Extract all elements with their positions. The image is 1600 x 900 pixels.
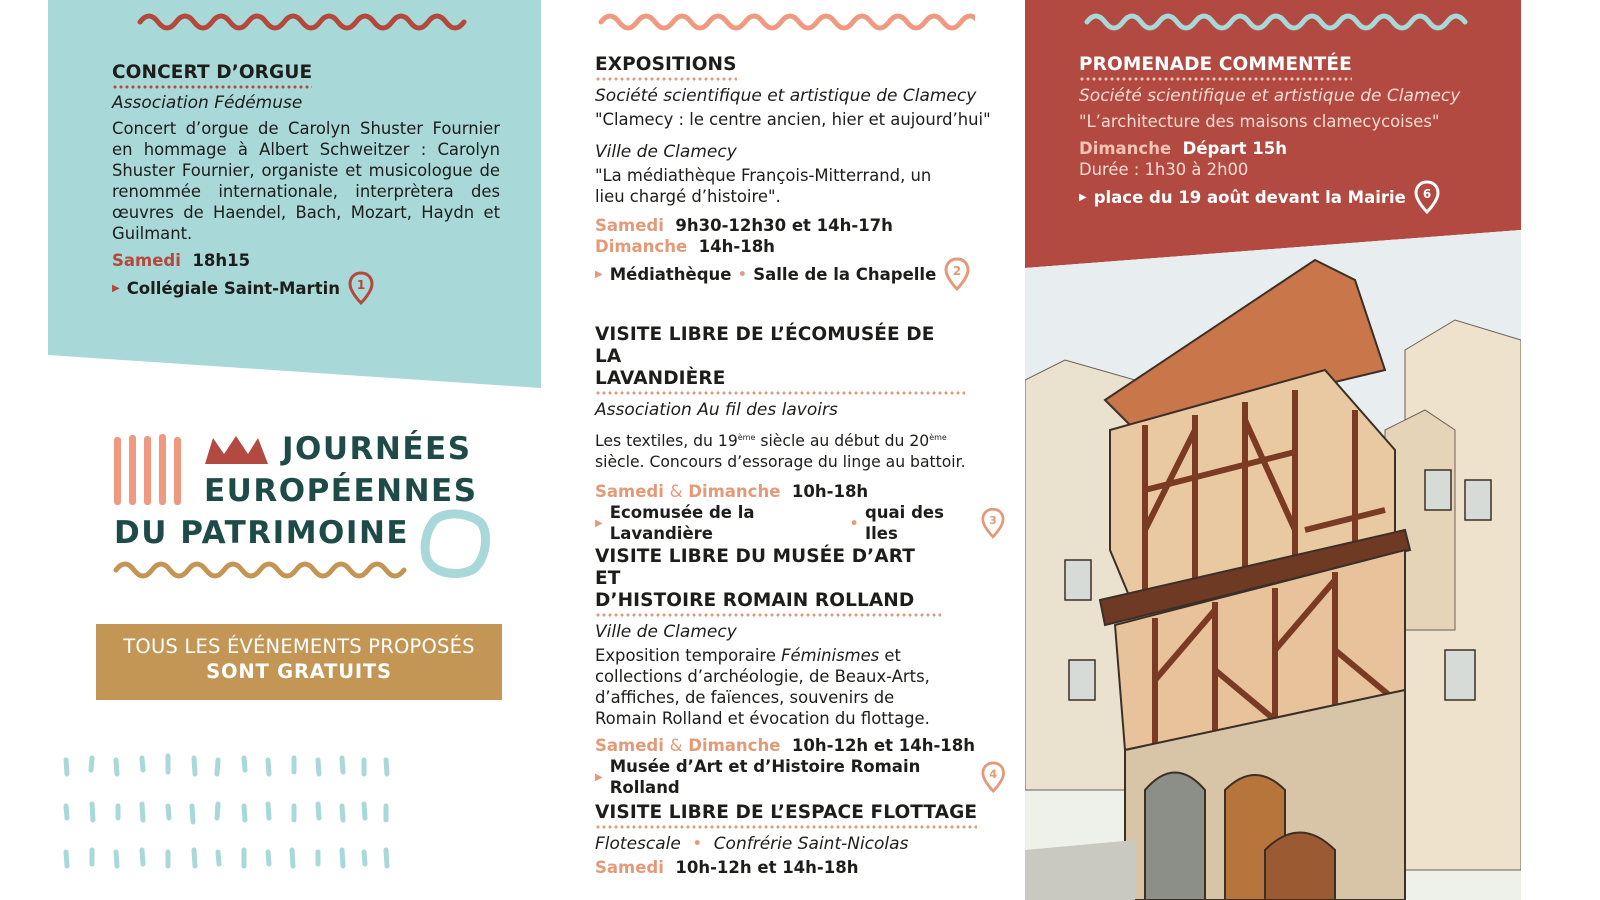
event-description xyxy=(595,427,995,473)
event-title: EXPOSITIONS xyxy=(595,54,737,81)
event-description: Concert d’orgue de Carolyn Shuster Fournier en hommage à Albert Schweitzer : Carolyn Shuster Fournier, organiste et musicologue de renommée internationale, interprètera des œuvres de Haendel, Bach, Mozart, Haydn et Guilmant. xyxy=(112,119,500,243)
separator-dot: • xyxy=(849,513,859,533)
crown-decoration xyxy=(205,436,268,464)
ecomusee-event xyxy=(595,324,1005,544)
concert-event xyxy=(112,62,500,305)
event-schedule xyxy=(595,215,1005,236)
ampersand: & xyxy=(669,736,683,755)
event-location xyxy=(595,756,1005,798)
event-title: PROMENADE COMMENTÉE xyxy=(1079,54,1352,81)
desc-part: siècle au début du 20 xyxy=(755,432,930,451)
event-place: Ecomusée de la Lavandière xyxy=(609,503,755,544)
map-pin-icon xyxy=(1414,180,1440,214)
separator-dot: • xyxy=(737,264,748,284)
triangle-bullet-icon: ▶ xyxy=(595,771,603,783)
logo-line-1: JOURNÉES xyxy=(282,431,472,467)
event-time: 10h-12h et 14h-18h xyxy=(675,858,859,877)
event-description: "L’architecture des maisons clamecycoises" xyxy=(1079,112,1440,131)
event-location xyxy=(595,257,1005,291)
gold-zigzag-decoration xyxy=(116,564,404,576)
event-title xyxy=(595,324,965,395)
event-location xyxy=(112,271,500,305)
event-title: CONCERT D’ORGUE xyxy=(112,62,312,89)
event-duration: Durée : 1h30 à 2h00 xyxy=(1079,160,1249,179)
event-place: Collégiale Saint-Martin xyxy=(126,278,340,298)
event-time: 10h-12h et 14h-18h xyxy=(791,736,976,755)
event-schedule xyxy=(595,236,1005,257)
event-title xyxy=(595,546,941,617)
event-organizer: Ville de Clamecy xyxy=(595,622,737,642)
event-schedule xyxy=(595,857,1005,878)
event-day: Samedi xyxy=(595,482,664,502)
pin-number: 4 xyxy=(988,767,997,781)
map-pin-icon xyxy=(981,760,1005,794)
event-time: Départ 15h xyxy=(1182,139,1287,158)
pin-number: 3 xyxy=(989,514,997,528)
desc-superscript: ème xyxy=(737,433,756,442)
expositions-event xyxy=(595,54,1005,291)
event-day: Dimanche xyxy=(688,482,781,502)
desc-part: Exposition temporaire xyxy=(595,646,782,665)
organizer-name: Confrérie Saint-Nicolas xyxy=(713,834,909,854)
musee-event xyxy=(595,546,1005,798)
event-day: Samedi xyxy=(595,858,664,877)
event-description: "Clamecy : le centre ancien, hier et aujourd’hui" xyxy=(595,110,991,129)
event-day: Samedi xyxy=(595,736,664,755)
free-banner-line-1: TOUS LES ÉVÉNEMENTS PROPOSÉS xyxy=(123,635,475,658)
event-time: 10h-18h xyxy=(791,482,869,502)
pin-number: 6 xyxy=(1422,187,1432,201)
event-time: 9h30-12h30 et 14h-17h xyxy=(675,216,893,235)
zigzag-decoration xyxy=(595,0,975,40)
event-organizer: Société scientifique et artistique de Clamecy xyxy=(1079,86,1461,106)
desc-part: et collections d’archéologie, de Beaux-Arts, d’affiches, de faïences, souvenirs de Romain Rolland et évocation du flottage. xyxy=(595,646,930,728)
map-pin-icon xyxy=(944,257,970,291)
event-schedule xyxy=(595,735,1005,756)
triangle-bullet-icon: ▶ xyxy=(1079,191,1087,203)
event-day: Samedi xyxy=(595,216,664,235)
teal-dashes-decoration xyxy=(58,748,408,888)
free-banner-line-2: SONT GRATUITS xyxy=(206,660,392,683)
event-organizer: Association Au fil des lavoirs xyxy=(595,400,838,420)
timber-house-illustration xyxy=(1025,230,1521,900)
salmon-bars-decoration xyxy=(114,434,181,505)
event-organizer: Ville de Clamecy xyxy=(595,142,737,162)
map-pin-icon xyxy=(981,506,1005,540)
event-location xyxy=(1079,180,1509,214)
event-place: Salle de la Chapelle xyxy=(753,264,937,284)
separator-dot: • xyxy=(692,834,703,854)
event-time: 18h15 xyxy=(192,251,251,270)
event-organizer: Association Fédémuse xyxy=(112,93,303,113)
desc-part: siècle. Concours d’essorage du linge au battoir. xyxy=(595,453,966,472)
event-schedule xyxy=(112,250,500,271)
desc-superscript: ème xyxy=(929,433,947,442)
map-pin-icon xyxy=(348,271,374,305)
event-title-line-2: D’HISTOIRE ROMAIN ROLLAND xyxy=(595,590,915,611)
event-title-line-1: VISITE LIBRE DU MUSÉE D’ART ET xyxy=(595,546,915,589)
event-day: Samedi xyxy=(112,251,181,270)
jep-logo xyxy=(112,432,492,582)
event-day: Dimanche xyxy=(595,237,688,256)
right-panel xyxy=(1025,0,1521,900)
logo-line-3: DU PATRIMOINE xyxy=(114,515,410,551)
ampersand: & xyxy=(669,482,683,502)
logo-line-2: EUROPÉENNES xyxy=(204,473,478,509)
desc-part: Les textiles, du 19 xyxy=(595,432,738,451)
event-organizer: Société scientifique et artistique de Clamecy xyxy=(595,86,977,106)
event-description: "La médiathèque François-Mitterrand, un lieu chargé d’histoire". xyxy=(595,166,932,206)
pin-number: 1 xyxy=(356,278,366,292)
event-schedule xyxy=(1079,138,1509,159)
organizer-name: Flotescale xyxy=(595,834,681,854)
free-events-banner xyxy=(96,624,502,700)
event-place: quai des Iles xyxy=(864,503,944,544)
event-location xyxy=(595,502,1005,544)
event-time: 14h-18h xyxy=(698,237,775,256)
ring-decoration xyxy=(425,514,485,574)
event-place: place du 19 août devant la Mairie xyxy=(1093,187,1406,207)
pin-number: 2 xyxy=(953,264,962,278)
triangle-bullet-icon: ▶ xyxy=(595,517,603,529)
triangle-bullet-icon: ▶ xyxy=(112,282,120,294)
event-title-line-2: LAVANDIÈRE xyxy=(595,368,726,389)
event-schedule xyxy=(595,481,1005,502)
promenade-event xyxy=(1079,54,1509,214)
event-place: Musée d’Art et d’Histoire Romain Rolland xyxy=(609,757,921,797)
flottage-event xyxy=(595,802,1005,878)
event-day: Dimanche xyxy=(1079,139,1172,158)
event-organizer xyxy=(595,834,1005,855)
event-title-line-1: VISITE LIBRE DE L’ÉCOMUSÉE DE LA xyxy=(595,324,935,367)
event-day: Dimanche xyxy=(688,736,781,755)
event-description xyxy=(595,645,955,729)
event-title: VISITE LIBRE DE L’ESPACE FLOTTAGE xyxy=(595,802,977,829)
triangle-bullet-icon: ▶ xyxy=(595,268,603,280)
event-place: Médiathèque xyxy=(609,264,732,284)
desc-emphasis: Féminismes xyxy=(781,646,880,665)
left-panel xyxy=(48,0,554,400)
